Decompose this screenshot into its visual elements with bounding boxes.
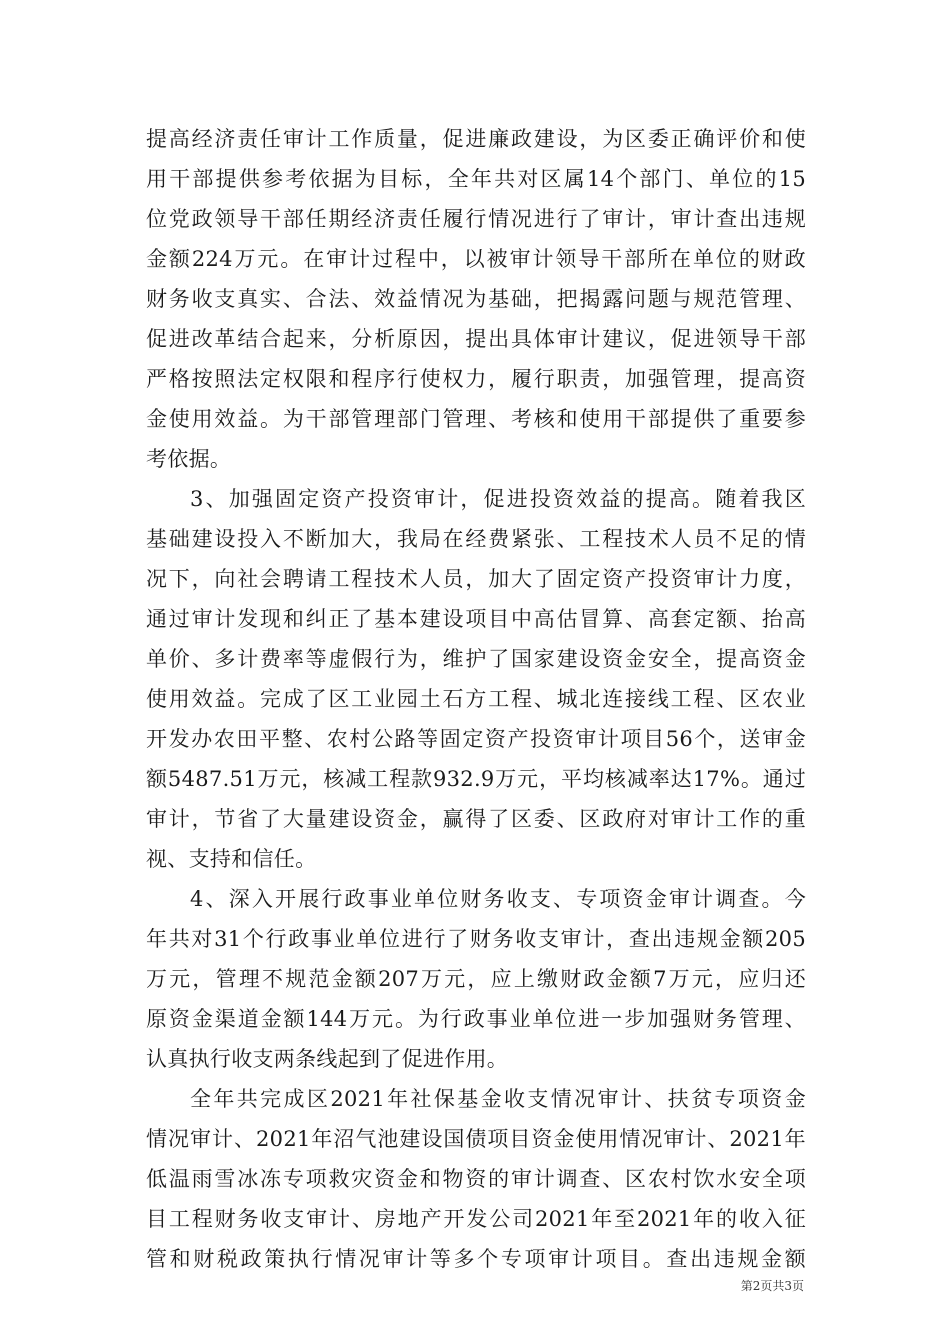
text-line: 认真执行收支两条线起到了促进作用。 bbox=[146, 1047, 509, 1071]
text-line: 促进改革结合起来，分析原因，提出具体审计建议，促进领导干部 bbox=[146, 327, 806, 351]
text-line: 管和财税政策执行情况审计等多个专项审计项目。查出违规金额 bbox=[146, 1247, 806, 1271]
page-number: 第2页共3页 bbox=[740, 1279, 804, 1293]
text-line: 通过审计发现和纠正了基本建设项目中高估冒算、高套定额、抬高 bbox=[146, 607, 806, 631]
text-line: 使用效益。完成了区工业园土石方工程、城北连接线工程、区农业 bbox=[146, 687, 806, 711]
text-line: 考依据。 bbox=[146, 447, 232, 471]
text-line: 目工程财务收支审计、房地产开发公司2021年至2021年的收入征 bbox=[146, 1207, 806, 1231]
text-line: 原资金渠道金额144万元。为行政事业单位进一步加强财务管理、 bbox=[146, 1007, 806, 1031]
paragraph-heading-4: 4、深入开展行政事业单位财务收支、专项资金审计调查。今 bbox=[190, 887, 806, 911]
paragraph-start: 全年共完成区2021年社保基金收支情况审计、扶贫专项资金 bbox=[190, 1087, 806, 1111]
text-line: 财务收支真实、合法、效益情况为基础，把揭露问题与规范管理、 bbox=[146, 287, 806, 311]
text-line: 低温雨雪冰冻专项救灾资金和物资的审计调查、区农村饮水安全项 bbox=[146, 1167, 806, 1191]
text-line: 视、支持和信任。 bbox=[146, 847, 317, 871]
text-line: 况下，向社会聘请工程技术人员，加大了固定资产投资审计力度， bbox=[146, 567, 806, 591]
text-line: 基础建设投入不断加大，我局在经费紧张、工程技术人员不足的情 bbox=[146, 527, 806, 551]
text-line: 严格按照法定权限和程序行使权力，履行职责，加强管理，提高资 bbox=[146, 367, 806, 391]
text-line: 提高经济责任审计工作质量，促进廉政建设，为区委正确评价和使 bbox=[146, 127, 806, 151]
text-line: 年共对31个行政事业单位进行了财务收支审计，查出违规金额205 bbox=[146, 927, 806, 951]
text-line: 金使用效益。为干部管理部门管理、考核和使用干部提供了重要参 bbox=[146, 407, 806, 431]
text-line: 金额224万元。在审计过程中，以被审计领导干部所在单位的财政 bbox=[146, 247, 806, 271]
text-line: 情况审计、2021年沼气池建设国债项目资金使用情况审计、2021年 bbox=[146, 1127, 806, 1151]
text-line: 用干部提供参考依据为目标，全年共对区属14个部门、单位的15 bbox=[146, 167, 806, 191]
text-line: 审计，节省了大量建设资金，赢得了区委、区政府对审计工作的重 bbox=[146, 807, 806, 831]
paragraph-heading-3: 3、加强固定资产投资审计，促进投资效益的提高。随着我区 bbox=[190, 487, 806, 511]
text-line: 额5487.51万元，核减工程款932.9万元，平均核减率达17%。通过 bbox=[146, 767, 806, 791]
text-line: 单价、多计费率等虚假行为，维护了国家建设资金安全，提高资金 bbox=[146, 647, 806, 671]
text-line: 开发办农田平整、农村公路等固定资产投资审计项目56个，送审金 bbox=[146, 727, 806, 751]
text-line: 万元，管理不规范金额207万元，应上缴财政金额7万元，应归还 bbox=[146, 967, 806, 991]
text-line: 位党政领导干部任期经济责任履行情况进行了审计，审计查出违规 bbox=[146, 207, 806, 231]
